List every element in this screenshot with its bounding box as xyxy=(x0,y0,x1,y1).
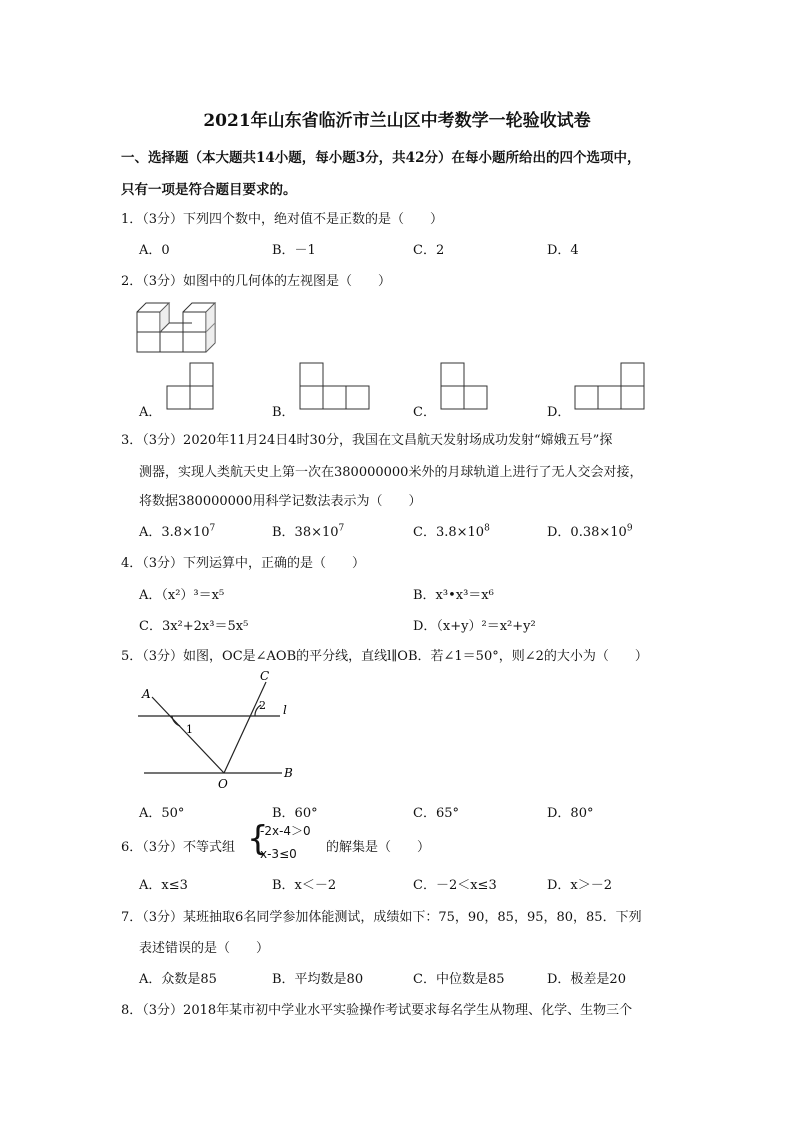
q7-option-a: A．众数是85 xyxy=(139,972,217,987)
q2-solid-figure xyxy=(136,297,226,357)
q6-option-b: B．x＜－2 xyxy=(272,878,337,893)
q2-stem: 2．（3分）如图中的几何体的左视图是（ ） xyxy=(121,274,392,289)
q7-line1: 7．（3分）某班抽取6名同学参加体能测试，成绩如下：75，90，85，95，80，85．下列 xyxy=(121,910,642,925)
q5-label-c: C xyxy=(260,669,270,683)
q7-option-d: D．极差是20 xyxy=(547,972,626,987)
q5-label-l: l xyxy=(283,703,287,717)
q1-stem: 1．（3分）下列四个数中，绝对值不是正数的是（ ） xyxy=(121,212,444,227)
q7-line2: 表述错误的是（ ） xyxy=(139,941,270,956)
q5-label-angle2: 2 xyxy=(259,699,266,712)
q3-line3: 将数据380000000用科学记数法表示为（ ） xyxy=(139,494,422,509)
q7-option-b: B．平均数是80 xyxy=(272,972,364,987)
q3-line2: 测器，实现人类航天史上第一次在380000000米外的月球轨道上进行了无人交会对接， xyxy=(139,465,643,480)
q5-label-a: A xyxy=(142,687,151,701)
section-heading-line2: 只有一项是符合题目要求的。 xyxy=(121,182,297,198)
page-title: 2021年山东省临沂市兰山区中考数学一轮验收试卷 xyxy=(203,111,591,131)
q6-inequality-2: x-3≤0 xyxy=(260,847,297,861)
q4-option-c: C．3x²+2x³＝5x⁵ xyxy=(139,619,249,634)
q4-option-a: A．（x²）³＝x⁵ xyxy=(139,588,225,603)
q1-option-d: D．4 xyxy=(547,243,579,258)
q6-inequality-1: -2x-4＞0 xyxy=(260,824,311,838)
q1-option-c: C．2 xyxy=(413,243,445,258)
q2-option-d-figure xyxy=(574,362,646,414)
q6-option-a: A．x≤3 xyxy=(139,878,188,893)
q2-option-d: D． xyxy=(547,405,571,420)
q4-option-d: D．（x+y）²＝x²+y² xyxy=(413,619,536,634)
q6-option-c: C．－2＜x≤3 xyxy=(413,878,497,893)
q7-option-c: C．中位数是85 xyxy=(413,972,505,987)
q1-option-a: A．0 xyxy=(139,243,170,258)
q3-option-a: A．$3.8\times 10^7$ xyxy=(139,523,216,540)
q6-option-d: D．x＞－2 xyxy=(547,878,613,893)
q5-option-a: A．50° xyxy=(139,806,185,821)
q5-label-b: B xyxy=(284,766,293,780)
q4-stem: 4．（3分）下列运算中，正确的是（ ） xyxy=(121,556,366,571)
q3-option-c: C．$3.8\times 10^8$ xyxy=(413,523,490,540)
q6-brace: { xyxy=(247,819,269,859)
q2-option-b-figure xyxy=(299,362,371,414)
q5-label-o: O xyxy=(218,777,228,791)
q5-stem: 5．（3分）如图，OC是∠AOB的平分线，直线l∥OB．若∠1＝50°，则∠2的大小为（ ） xyxy=(121,649,648,664)
q5-option-b: B．60° xyxy=(272,806,318,821)
q2-option-c-figure xyxy=(440,362,488,414)
q2-option-a-figure xyxy=(166,362,214,414)
q3-option-d: D．$0.38\times 10^9$ xyxy=(547,523,633,540)
q2-option-a: A． xyxy=(139,405,162,420)
q5-option-c: C．65° xyxy=(413,806,459,821)
q2-option-c: C． xyxy=(413,405,436,420)
q5-option-d: D．80° xyxy=(547,806,594,821)
q6-stem-suffix: 的解集是（ ） xyxy=(326,840,431,855)
q1-option-b: B．－1 xyxy=(272,243,316,258)
q6-stem-prefix: 6．（3分）不等式组 xyxy=(121,840,236,855)
q5-label-angle1: 1 xyxy=(186,723,193,736)
q5-angle-figure xyxy=(130,664,310,798)
q2-option-b: B． xyxy=(272,405,295,420)
q8-line1: 8．（3分）2018年某市初中学业水平实验操作考试要求每名学生从物理、化学、生物三个 xyxy=(121,1003,633,1018)
q3-option-b: B．$38\times 10^7$ xyxy=(272,523,345,540)
q3-line1: 3．（3分）2020年11月24日4时30分，我国在文昌航天发射场成功发射“嫦娥五号”探 xyxy=(121,433,613,448)
q4-option-b: B．x³•x³＝x⁶ xyxy=(413,588,494,603)
section-heading-line1: 一、选择题（本大题共14小题，每小题3分，共42分）在每小题所给出的四个选项中， xyxy=(121,150,641,166)
